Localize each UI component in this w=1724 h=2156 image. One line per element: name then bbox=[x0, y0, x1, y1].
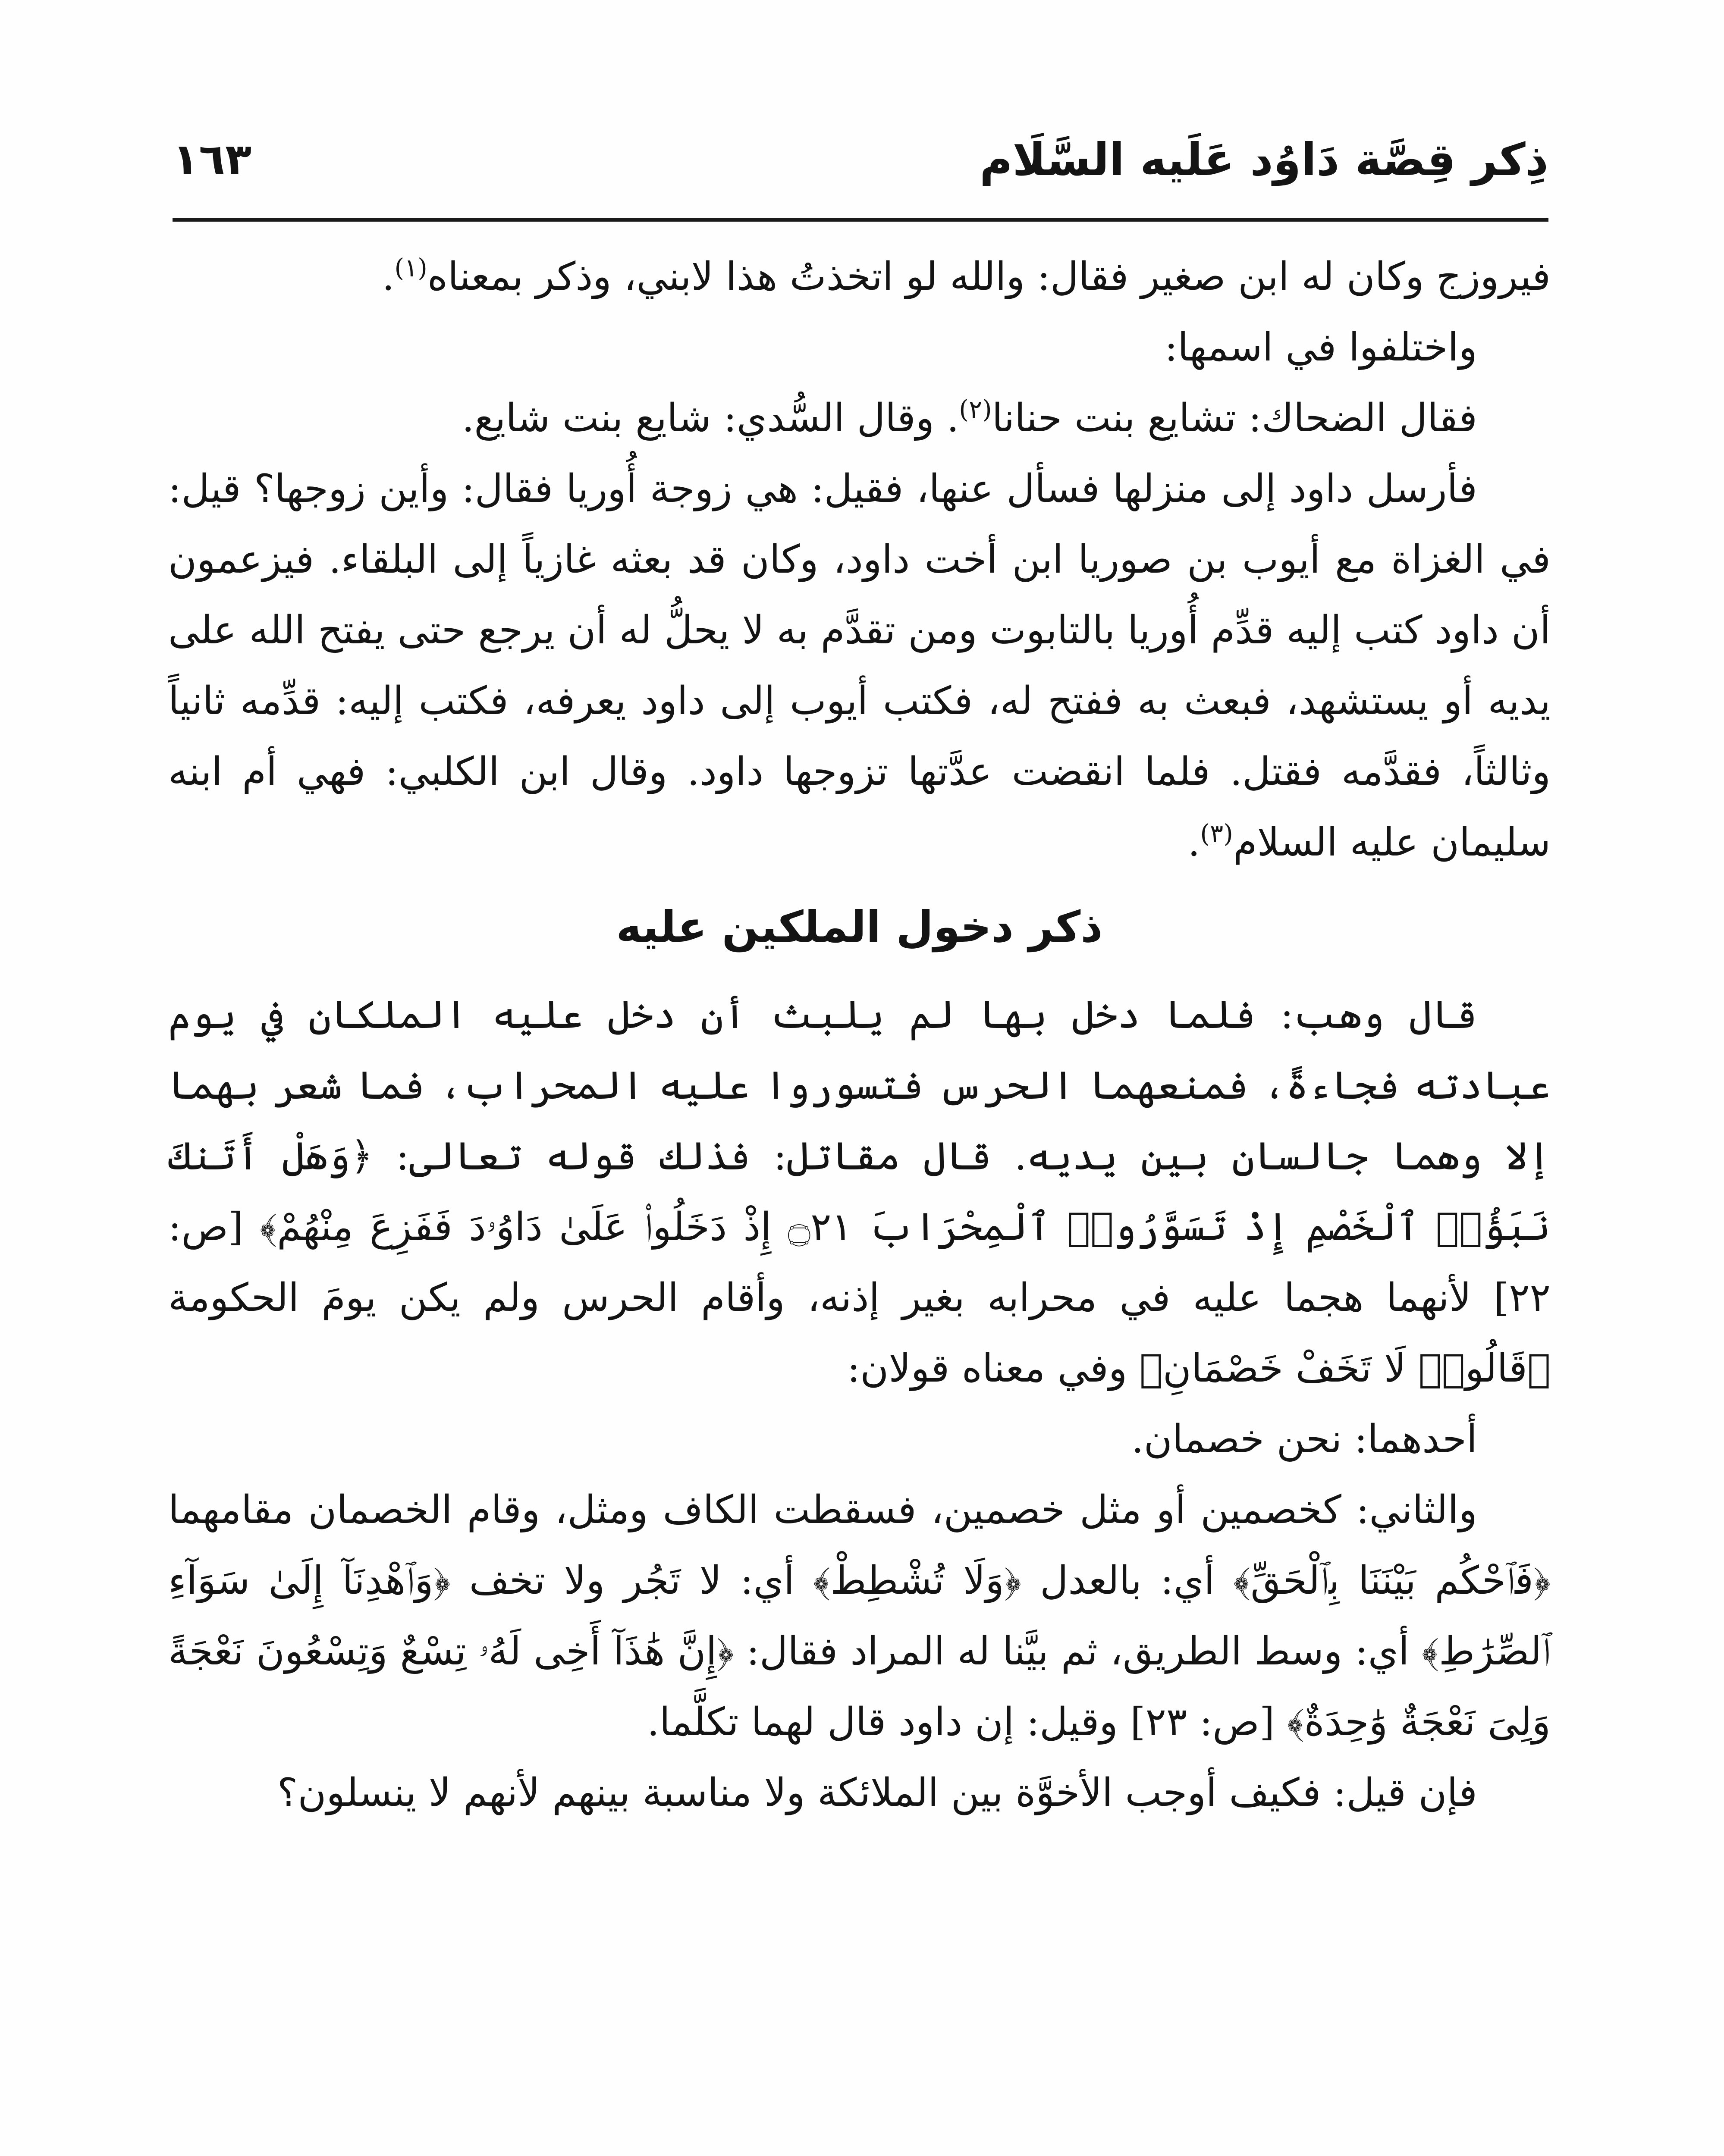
paragraph-7 bbox=[168, 1475, 1551, 1758]
footnote-ref-1: (١) bbox=[394, 253, 427, 282]
paragraph-8: فإن قيل: فكيف أوجب الأخوَّة بين الملائكة ولا مناسبة بينهم لأنهم لا ينسلون؟ bbox=[277, 1770, 1477, 1815]
quran-quote: ﴿وَهَلْ أَتَنكَ نَبَؤُا۟ ٱلْخَصْمِ إِذْ تَسَوَّرُوا۟ ٱلْمِحْرَابَ ۝٢١ إِذْ دَخَلُوا۟ عَلَىٰ دَاوُۥدَ فَفَزِعَ مِنْهُمْ﴾ bbox=[168, 1134, 1551, 1250]
paragraph-2: واختلفوا في اسمها: bbox=[1164, 325, 1477, 370]
paragraph-7-part-c: أي: لا تَجُر ولا تخف bbox=[450, 1558, 813, 1603]
header-rule bbox=[173, 218, 1548, 222]
paragraph-4 bbox=[168, 454, 1551, 878]
running-title: ذِكر قِصَّة دَاوُد عَلَيه السَّلَام bbox=[980, 133, 1548, 186]
paragraph-1-end: . bbox=[382, 254, 395, 299]
quran-quote: ﴿وَلَا تُشْطِطْ﴾ bbox=[813, 1558, 1021, 1603]
paragraph-7-part-a: والثاني: كخصمين أو مثل خصمين، فسقطت الكاف ومثل، وقام الخصمان مقامهما bbox=[168, 1487, 1477, 1532]
paragraph-5-part-a: قال وهب: فلما دخل بها لم يلبث أن دخل عليه الملكان في يوم عبادته فجاءةً، فمنعهما الحرس فتسوروا عليه المحراب، فما شعر بهما إلا وهما جالسان بين يديه. قال مقاتل: فذلك قوله تعالى: bbox=[168, 992, 1551, 1179]
paragraph-7-part-b: أي: بالعدل bbox=[1021, 1558, 1234, 1603]
body-text bbox=[168, 241, 1551, 1828]
footnote-ref-2: (٢) bbox=[959, 395, 992, 424]
quran-quote: ﴿قَالُوا۟ لَا تَخَفْ خَصْمَانِ﴾ bbox=[1139, 1346, 1551, 1391]
paragraph-7-part-e: [ص: ٢٣] وقيل: إن داود قال لهما تكلَّما. bbox=[647, 1699, 1287, 1745]
paragraph-3-part-b: . وقال السُّدي: شايع بنت شايع. bbox=[462, 395, 959, 441]
paragraph-4-text: فأرسل داود إلى منزلها فسأل عنها، فقيل: هي زوجة أُوريا فقال: وأين زوجها؟ قيل: في الغزاة مع أيوب بن صوريا ابن أخت داود، وكان قد بعثه غازياً إلى البلقاء. فيزعمون أن داود كتب إليه قدِّم أُوريا بالتابوت ومن تقدَّم به لا يحلُّ له أن يرجع حتى يفتح الله على يديه أو يستشهد، فبعث به ففتح له، فكتب أيوب إلى داود يعرفه، فكتب إليه: قدِّمه ثانياً وثالثاً، فقدَّمه فقتل. فلما انقضت عدَّتها تزوجها داود. وقال ابن الكلبي: فهي أم ابنه سليمان عليه السلام bbox=[168, 466, 1551, 865]
paragraph-5-part-b: [ص: ٢٢] لأنهما هجما عليه في محرابه بغير إذنه، وأقام الحرس ولم يكن يومَ الحكومة bbox=[168, 1204, 1551, 1320]
page-number: ١٦٣ bbox=[173, 134, 252, 185]
quran-quote: ﴿إِنَّ هَٰذَآ أَخِى لَهُۥ تِسْعٌ وَتِسْعُونَ نَعْجَةً وَلِىَ نَعْجَةٌ وَٰحِدَةٌ﴾ bbox=[168, 1629, 1551, 1745]
paragraph-5 bbox=[168, 980, 1551, 1404]
page-header bbox=[173, 116, 1548, 203]
paragraph-4-end: . bbox=[1187, 820, 1200, 865]
paragraph-7-part-d: أي: وسط الطريق، ثم بيَّنا له المراد فقال: bbox=[734, 1629, 1422, 1674]
quran-quote: ﴿فَٱحْكُم بَيْنَنَا بِٱلْحَقِّ﴾ bbox=[1233, 1558, 1551, 1603]
quran-quote: ﴿وَٱهْدِنَآ إِلَىٰ سَوَآءِ ٱلصِّرَٰطِ﴾ bbox=[168, 1558, 1551, 1674]
footnote-ref-3: (٣) bbox=[1200, 819, 1233, 848]
section-heading: ذكر دخول الملكين عليه bbox=[616, 902, 1103, 952]
paragraph-1 bbox=[168, 241, 1551, 312]
paragraph-5-part-c: وفي معناه قولان: bbox=[847, 1346, 1140, 1391]
paragraph-1-text: فيروزج وكان له ابن صغير فقال: والله لو اتخذتُ هذا لابني، وذكر بمعناه bbox=[427, 254, 1551, 299]
paragraph-3 bbox=[168, 383, 1551, 454]
paragraph-6: أحدهما: نحن خصمان. bbox=[1131, 1416, 1477, 1462]
paragraph-3-part-a: فقال الضحاك: تشايع بنت حنانا bbox=[992, 395, 1477, 441]
